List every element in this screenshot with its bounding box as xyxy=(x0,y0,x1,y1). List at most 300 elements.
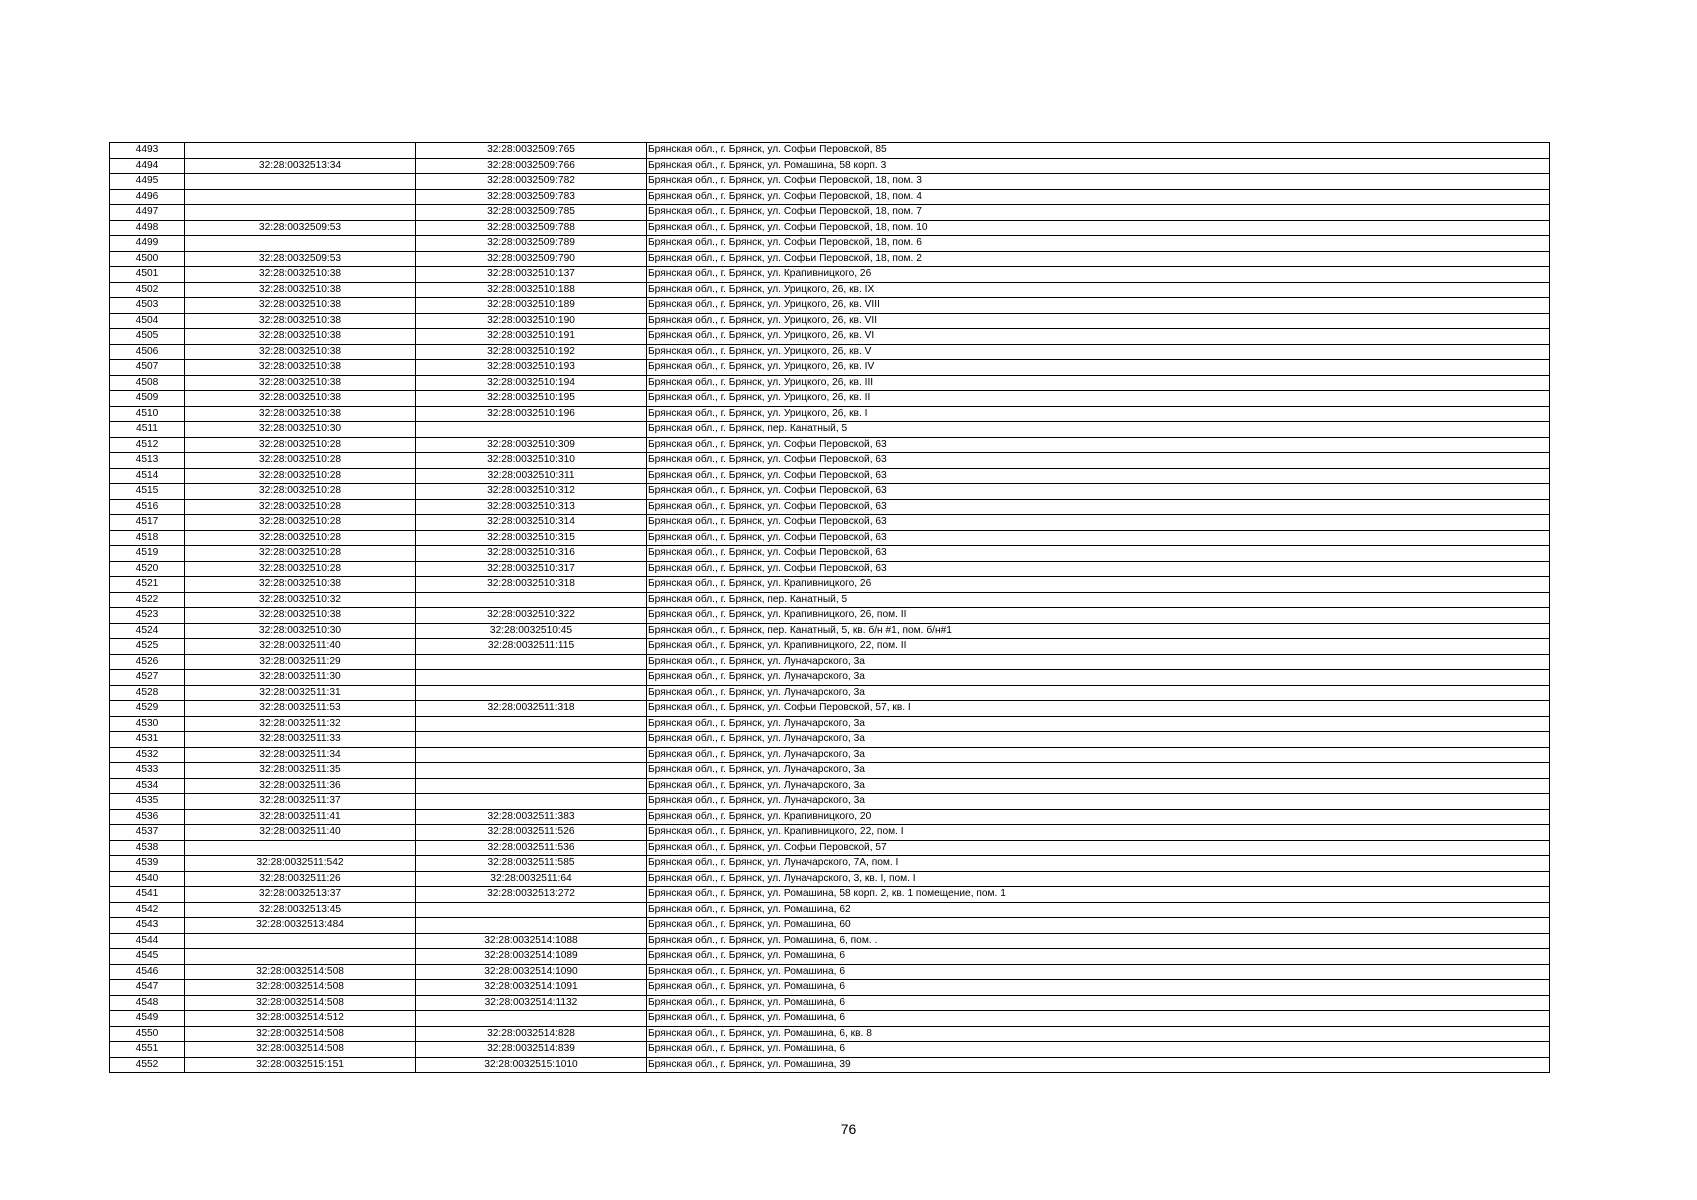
object-cadastral-number-cell: 32:28:0032510:322 xyxy=(416,608,647,624)
table-row xyxy=(110,778,1550,794)
address-cell: Брянская обл., г. Брянск, ул. Луначарского, 3, кв. I, пом. I xyxy=(647,871,1550,887)
address-cell: Брянская обл., г. Брянск, ул. Софьи Перовской, 18, пом. 10 xyxy=(647,220,1550,236)
land-cadastral-number-cell: 32:28:0032514:508 xyxy=(185,1042,416,1058)
address-cell: Брянская обл., г. Брянск, ул. Урицкого, 26, кв. VI xyxy=(647,329,1550,345)
row-number-cell: 4500 xyxy=(110,251,185,267)
address-cell: Брянская обл., г. Брянск, ул. Луначарского, 3а xyxy=(647,732,1550,748)
table-row xyxy=(110,809,1550,825)
table-row xyxy=(110,856,1550,872)
object-cadastral-number-cell xyxy=(416,422,647,438)
address-cell: Брянская обл., г. Брянск, ул. Урицкого, 26, кв. IV xyxy=(647,360,1550,376)
land-cadastral-number-cell: 32:28:0032510:30 xyxy=(185,422,416,438)
address-cell: Брянская обл., г. Брянск, ул. Софьи Перовской, 63 xyxy=(647,530,1550,546)
object-cadastral-number-cell: 32:28:0032510:195 xyxy=(416,391,647,407)
land-cadastral-number-cell: 32:28:0032511:35 xyxy=(185,763,416,779)
address-cell: Брянская обл., г. Брянск, ул. Луначарского, 3а xyxy=(647,716,1550,732)
address-cell: Брянская обл., г. Брянск, ул. Ромашина, 6 xyxy=(647,1042,1550,1058)
object-cadastral-number-cell: 32:28:0032514:828 xyxy=(416,1026,647,1042)
row-number-cell: 4503 xyxy=(110,298,185,314)
address-cell: Брянская обл., г. Брянск, ул. Луначарского, 3а xyxy=(647,794,1550,810)
row-number-cell: 4522 xyxy=(110,592,185,608)
land-cadastral-number-cell xyxy=(185,143,416,159)
land-cadastral-number-cell xyxy=(185,205,416,221)
address-cell: Брянская обл., г. Брянск, ул. Крапивницкого, 26 xyxy=(647,267,1550,283)
table-row xyxy=(110,623,1550,639)
land-cadastral-number-cell: 32:28:0032510:38 xyxy=(185,313,416,329)
registry-table-body xyxy=(110,143,1550,1073)
row-number-cell: 4518 xyxy=(110,530,185,546)
row-number-cell: 4521 xyxy=(110,577,185,593)
table-row xyxy=(110,608,1550,624)
land-cadastral-number-cell: 32:28:0032510:38 xyxy=(185,329,416,345)
land-cadastral-number-cell: 32:28:0032513:484 xyxy=(185,918,416,934)
table-row xyxy=(110,763,1550,779)
table-row xyxy=(110,360,1550,376)
address-cell: Брянская обл., г. Брянск, ул. Крапивницкого, 22, пом. II xyxy=(647,639,1550,655)
page-number: 76 xyxy=(840,1121,857,1137)
object-cadastral-number-cell: 32:28:0032510:312 xyxy=(416,484,647,500)
object-cadastral-number-cell: 32:28:0032510:316 xyxy=(416,546,647,562)
row-number-cell: 4509 xyxy=(110,391,185,407)
address-cell: Брянская обл., г. Брянск, ул. Урицкого, 26, кв. V xyxy=(647,344,1550,360)
object-cadastral-number-cell: 32:28:0032511:526 xyxy=(416,825,647,841)
address-cell: Брянская обл., г. Брянск, пер. Канатный, 5 xyxy=(647,592,1550,608)
object-cadastral-number-cell xyxy=(416,778,647,794)
table-row xyxy=(110,267,1550,283)
land-cadastral-number-cell: 32:28:0032515:151 xyxy=(185,1057,416,1073)
row-number-cell: 4543 xyxy=(110,918,185,934)
table-row xyxy=(110,1057,1550,1073)
object-cadastral-number-cell: 32:28:0032510:192 xyxy=(416,344,647,360)
row-number-cell: 4532 xyxy=(110,747,185,763)
object-cadastral-number-cell: 32:28:0032510:318 xyxy=(416,577,647,593)
object-cadastral-number-cell xyxy=(416,794,647,810)
land-cadastral-number-cell: 32:28:0032511:37 xyxy=(185,794,416,810)
address-cell: Брянская обл., г. Брянск, ул. Крапивницкого, 22, пом. I xyxy=(647,825,1550,841)
table-row xyxy=(110,236,1550,252)
row-number-cell: 4493 xyxy=(110,143,185,159)
object-cadastral-number-cell: 32:28:0032510:45 xyxy=(416,623,647,639)
object-cadastral-number-cell: 32:28:0032515:1010 xyxy=(416,1057,647,1073)
address-cell: Брянская обл., г. Брянск, ул. Ромашина, 6 xyxy=(647,980,1550,996)
address-cell: Брянская обл., г. Брянск, ул. Урицкого, 26, кв. III xyxy=(647,375,1550,391)
address-cell: Брянская обл., г. Брянск, ул. Софьи Перовской, 85 xyxy=(647,143,1550,159)
object-cadastral-number-cell: 32:28:0032510:137 xyxy=(416,267,647,283)
object-cadastral-number-cell: 32:28:0032510:188 xyxy=(416,282,647,298)
row-number-cell: 4524 xyxy=(110,623,185,639)
object-cadastral-number-cell xyxy=(416,716,647,732)
object-cadastral-number-cell: 32:28:0032510:315 xyxy=(416,530,647,546)
land-cadastral-number-cell xyxy=(185,189,416,205)
table-row xyxy=(110,980,1550,996)
table-row xyxy=(110,546,1550,562)
address-cell: Брянская обл., г. Брянск, ул. Луначарского, 3а xyxy=(647,747,1550,763)
table-row xyxy=(110,484,1550,500)
address-cell: Брянская обл., г. Брянск, ул. Луначарского, 3а xyxy=(647,763,1550,779)
table-row xyxy=(110,577,1550,593)
row-number-cell: 4540 xyxy=(110,871,185,887)
table-row xyxy=(110,468,1550,484)
address-cell: Брянская обл., г. Брянск, ул. Ромашина, 6 xyxy=(647,995,1550,1011)
object-cadastral-number-cell: 32:28:0032510:313 xyxy=(416,499,647,515)
land-cadastral-number-cell xyxy=(185,236,416,252)
table-row xyxy=(110,515,1550,531)
address-cell: Брянская обл., г. Брянск, ул. Софьи Перовской, 18, пом. 7 xyxy=(647,205,1550,221)
table-row xyxy=(110,422,1550,438)
address-cell: Брянская обл., г. Брянск, ул. Софьи Перовской, 18, пом. 6 xyxy=(647,236,1550,252)
object-cadastral-number-cell: 32:28:0032509:765 xyxy=(416,143,647,159)
address-cell: Брянская обл., г. Брянск, ул. Софьи Перовской, 63 xyxy=(647,484,1550,500)
table-row xyxy=(110,949,1550,965)
object-cadastral-number-cell xyxy=(416,592,647,608)
table-row xyxy=(110,313,1550,329)
address-cell: Брянская обл., г. Брянск, ул. Луначарского, 3а xyxy=(647,670,1550,686)
object-cadastral-number-cell: 32:28:0032514:1091 xyxy=(416,980,647,996)
row-number-cell: 4542 xyxy=(110,902,185,918)
address-cell: Брянская обл., г. Брянск, ул. Ромашина, 58 корп. 3 xyxy=(647,158,1550,174)
row-number-cell: 4533 xyxy=(110,763,185,779)
object-cadastral-number-cell: 32:28:0032510:193 xyxy=(416,360,647,376)
table-row xyxy=(110,205,1550,221)
table-row xyxy=(110,220,1550,236)
row-number-cell: 4534 xyxy=(110,778,185,794)
address-cell: Брянская обл., г. Брянск, ул. Софьи Перовской, 57, кв. I xyxy=(647,701,1550,717)
row-number-cell: 4544 xyxy=(110,933,185,949)
table-row xyxy=(110,592,1550,608)
land-cadastral-number-cell: 32:28:0032514:508 xyxy=(185,980,416,996)
row-number-cell: 4510 xyxy=(110,406,185,422)
land-cadastral-number-cell: 32:28:0032514:508 xyxy=(185,995,416,1011)
table-row xyxy=(110,329,1550,345)
land-cadastral-number-cell: 32:28:0032510:28 xyxy=(185,530,416,546)
address-cell: Брянская обл., г. Брянск, ул. Урицкого, 26, кв. IX xyxy=(647,282,1550,298)
land-cadastral-number-cell: 32:28:0032511:26 xyxy=(185,871,416,887)
object-cadastral-number-cell: 32:28:0032511:64 xyxy=(416,871,647,887)
table-row xyxy=(110,143,1550,159)
row-number-cell: 4508 xyxy=(110,375,185,391)
row-number-cell: 4550 xyxy=(110,1026,185,1042)
land-cadastral-number-cell: 32:28:0032514:508 xyxy=(185,1026,416,1042)
land-cadastral-number-cell: 32:28:0032510:38 xyxy=(185,577,416,593)
table-row xyxy=(110,1026,1550,1042)
row-number-cell: 4511 xyxy=(110,422,185,438)
table-row xyxy=(110,375,1550,391)
address-cell: Брянская обл., г. Брянск, ул. Ромашина, 6, кв. 8 xyxy=(647,1026,1550,1042)
table-row xyxy=(110,282,1550,298)
object-cadastral-number-cell: 32:28:0032511:318 xyxy=(416,701,647,717)
row-number-cell: 4502 xyxy=(110,282,185,298)
object-cadastral-number-cell: 32:28:0032510:317 xyxy=(416,561,647,577)
row-number-cell: 4551 xyxy=(110,1042,185,1058)
object-cadastral-number-cell: 32:28:0032510:314 xyxy=(416,515,647,531)
row-number-cell: 4517 xyxy=(110,515,185,531)
table-row xyxy=(110,251,1550,267)
address-cell: Брянская обл., г. Брянск, ул. Софьи Перовской, 63 xyxy=(647,515,1550,531)
land-cadastral-number-cell: 32:28:0032510:38 xyxy=(185,608,416,624)
address-cell: Брянская обл., г. Брянск, ул. Луначарского, 7А, пом. I xyxy=(647,856,1550,872)
address-cell: Брянская обл., г. Брянск, ул. Ромашина, 58 корп. 2, кв. 1 помещение, пом. 1 xyxy=(647,887,1550,903)
land-cadastral-number-cell: 32:28:0032511:542 xyxy=(185,856,416,872)
row-number-cell: 4541 xyxy=(110,887,185,903)
table-row xyxy=(110,918,1550,934)
land-cadastral-number-cell: 32:28:0032511:33 xyxy=(185,732,416,748)
row-number-cell: 4513 xyxy=(110,453,185,469)
address-cell: Брянская обл., г. Брянск, ул. Крапивницкого, 26, пом. II xyxy=(647,608,1550,624)
land-cadastral-number-cell: 32:28:0032510:28 xyxy=(185,499,416,515)
land-cadastral-number-cell: 32:28:0032510:38 xyxy=(185,375,416,391)
land-cadastral-number-cell: 32:28:0032511:32 xyxy=(185,716,416,732)
land-cadastral-number-cell xyxy=(185,174,416,190)
row-number-cell: 4535 xyxy=(110,794,185,810)
address-cell: Брянская обл., г. Брянск, ул. Софьи Перовской, 63 xyxy=(647,468,1550,484)
land-cadastral-number-cell: 32:28:0032511:53 xyxy=(185,701,416,717)
row-number-cell: 4528 xyxy=(110,685,185,701)
row-number-cell: 4516 xyxy=(110,499,185,515)
address-cell: Брянская обл., г. Брянск, ул. Софьи Перовской, 63 xyxy=(647,499,1550,515)
object-cadastral-number-cell: 32:28:0032514:1132 xyxy=(416,995,647,1011)
land-cadastral-number-cell: 32:28:0032509:53 xyxy=(185,220,416,236)
object-cadastral-number-cell: 32:28:0032511:383 xyxy=(416,809,647,825)
row-number-cell: 4501 xyxy=(110,267,185,283)
row-number-cell: 4536 xyxy=(110,809,185,825)
table-row xyxy=(110,298,1550,314)
land-cadastral-number-cell: 32:28:0032511:40 xyxy=(185,639,416,655)
address-cell: Брянская обл., г. Брянск, пер. Канатный, 5 xyxy=(647,422,1550,438)
row-number-cell: 4531 xyxy=(110,732,185,748)
table-row xyxy=(110,964,1550,980)
row-number-cell: 4523 xyxy=(110,608,185,624)
table-row xyxy=(110,871,1550,887)
address-cell: Брянская обл., г. Брянск, ул. Софьи Перовской, 63 xyxy=(647,437,1550,453)
table-row xyxy=(110,995,1550,1011)
row-number-cell: 4498 xyxy=(110,220,185,236)
table-row xyxy=(110,189,1550,205)
row-number-cell: 4546 xyxy=(110,964,185,980)
table-row xyxy=(110,902,1550,918)
address-cell: Брянская обл., г. Брянск, ул. Ромашина, 60 xyxy=(647,918,1550,934)
object-cadastral-number-cell xyxy=(416,918,647,934)
object-cadastral-number-cell xyxy=(416,670,647,686)
land-cadastral-number-cell xyxy=(185,933,416,949)
object-cadastral-number-cell: 32:28:0032510:311 xyxy=(416,468,647,484)
land-cadastral-number-cell: 32:28:0032510:38 xyxy=(185,298,416,314)
object-cadastral-number-cell: 32:28:0032510:310 xyxy=(416,453,647,469)
land-cadastral-number-cell: 32:28:0032510:38 xyxy=(185,391,416,407)
object-cadastral-number-cell: 32:28:0032510:190 xyxy=(416,313,647,329)
land-cadastral-number-cell: 32:28:0032510:38 xyxy=(185,282,416,298)
land-cadastral-number-cell xyxy=(185,840,416,856)
row-number-cell: 4519 xyxy=(110,546,185,562)
table-row xyxy=(110,158,1550,174)
object-cadastral-number-cell: 32:28:0032513:272 xyxy=(416,887,647,903)
object-cadastral-number-cell xyxy=(416,685,647,701)
address-cell: Брянская обл., г. Брянск, ул. Софьи Перовской, 63 xyxy=(647,546,1550,562)
row-number-cell: 4515 xyxy=(110,484,185,500)
row-number-cell: 4497 xyxy=(110,205,185,221)
table-row xyxy=(110,174,1550,190)
row-number-cell: 4495 xyxy=(110,174,185,190)
land-cadastral-number-cell: 32:28:0032510:28 xyxy=(185,515,416,531)
object-cadastral-number-cell xyxy=(416,654,647,670)
row-number-cell: 4494 xyxy=(110,158,185,174)
address-cell: Брянская обл., г. Брянск, ул. Ромашина, 39 xyxy=(647,1057,1550,1073)
address-cell: Брянская обл., г. Брянск, ул. Урицкого, 26, кв. II xyxy=(647,391,1550,407)
row-number-cell: 4525 xyxy=(110,639,185,655)
address-cell: Брянская обл., г. Брянск, ул. Ромашина, 6 xyxy=(647,964,1550,980)
land-cadastral-number-cell: 32:28:0032510:28 xyxy=(185,546,416,562)
row-number-cell: 4530 xyxy=(110,716,185,732)
table-row xyxy=(110,701,1550,717)
address-cell: Брянская обл., г. Брянск, пер. Канатный, 5, кв. б/н #1, пом. б/н#1 xyxy=(647,623,1550,639)
object-cadastral-number-cell: 32:28:0032514:839 xyxy=(416,1042,647,1058)
table-row xyxy=(110,561,1550,577)
registry-table xyxy=(109,142,1550,1073)
row-number-cell: 4548 xyxy=(110,995,185,1011)
land-cadastral-number-cell: 32:28:0032510:28 xyxy=(185,453,416,469)
table-row xyxy=(110,747,1550,763)
land-cadastral-number-cell: 32:28:0032510:38 xyxy=(185,360,416,376)
address-cell: Брянская обл., г. Брянск, ул. Луначарского, 3а xyxy=(647,654,1550,670)
row-number-cell: 4506 xyxy=(110,344,185,360)
land-cadastral-number-cell: 32:28:0032511:36 xyxy=(185,778,416,794)
object-cadastral-number-cell: 32:28:0032511:585 xyxy=(416,856,647,872)
land-cadastral-number-cell: 32:28:0032514:508 xyxy=(185,964,416,980)
land-cadastral-number-cell: 32:28:0032510:28 xyxy=(185,437,416,453)
object-cadastral-number-cell xyxy=(416,732,647,748)
object-cadastral-number-cell: 32:28:0032511:536 xyxy=(416,840,647,856)
table-row xyxy=(110,1011,1550,1027)
object-cadastral-number-cell: 32:28:0032510:194 xyxy=(416,375,647,391)
row-number-cell: 4526 xyxy=(110,654,185,670)
address-cell: Брянская обл., г. Брянск, ул. Ромашина, 62 xyxy=(647,902,1550,918)
table-row xyxy=(110,825,1550,841)
table-row xyxy=(110,639,1550,655)
table-row xyxy=(110,670,1550,686)
object-cadastral-number-cell xyxy=(416,747,647,763)
land-cadastral-number-cell: 32:28:0032511:30 xyxy=(185,670,416,686)
land-cadastral-number-cell: 32:28:0032510:38 xyxy=(185,406,416,422)
row-number-cell: 4507 xyxy=(110,360,185,376)
address-cell: Брянская обл., г. Брянск, ул. Ромашина, 6 xyxy=(647,949,1550,965)
land-cadastral-number-cell: 32:28:0032511:34 xyxy=(185,747,416,763)
land-cadastral-number-cell: 32:28:0032511:29 xyxy=(185,654,416,670)
object-cadastral-number-cell: 32:28:0032514:1088 xyxy=(416,933,647,949)
address-cell: Брянская обл., г. Брянск, ул. Урицкого, 26, кв. I xyxy=(647,406,1550,422)
land-cadastral-number-cell: 32:28:0032513:45 xyxy=(185,902,416,918)
land-cadastral-number-cell: 32:28:0032510:28 xyxy=(185,484,416,500)
address-cell: Брянская обл., г. Брянск, ул. Софьи Перовской, 57 xyxy=(647,840,1550,856)
land-cadastral-number-cell: 32:28:0032514:512 xyxy=(185,1011,416,1027)
row-number-cell: 4539 xyxy=(110,856,185,872)
table-row xyxy=(110,1042,1550,1058)
table-row xyxy=(110,716,1550,732)
row-number-cell: 4545 xyxy=(110,949,185,965)
row-number-cell: 4547 xyxy=(110,980,185,996)
row-number-cell: 4496 xyxy=(110,189,185,205)
land-cadastral-number-cell: 32:28:0032511:41 xyxy=(185,809,416,825)
row-number-cell: 4514 xyxy=(110,468,185,484)
table-row xyxy=(110,933,1550,949)
object-cadastral-number-cell xyxy=(416,902,647,918)
address-cell: Брянская обл., г. Брянск, ул. Софьи Перовской, 63 xyxy=(647,453,1550,469)
object-cadastral-number-cell: 32:28:0032510:196 xyxy=(416,406,647,422)
land-cadastral-number-cell: 32:28:0032511:31 xyxy=(185,685,416,701)
row-number-cell: 4549 xyxy=(110,1011,185,1027)
land-cadastral-number-cell: 32:28:0032510:38 xyxy=(185,267,416,283)
land-cadastral-number-cell: 32:28:0032510:28 xyxy=(185,561,416,577)
table-row xyxy=(110,437,1550,453)
address-cell: Брянская обл., г. Брянск, ул. Урицкого, 26, кв. VIII xyxy=(647,298,1550,314)
land-cadastral-number-cell: 32:28:0032510:30 xyxy=(185,623,416,639)
object-cadastral-number-cell xyxy=(416,763,647,779)
table-row xyxy=(110,406,1550,422)
row-number-cell: 4552 xyxy=(110,1057,185,1073)
land-cadastral-number-cell: 32:28:0032510:32 xyxy=(185,592,416,608)
object-cadastral-number-cell: 32:28:0032511:115 xyxy=(416,639,647,655)
table-row xyxy=(110,654,1550,670)
object-cadastral-number-cell: 32:28:0032509:783 xyxy=(416,189,647,205)
object-cadastral-number-cell: 32:28:0032514:1090 xyxy=(416,964,647,980)
row-number-cell: 4538 xyxy=(110,840,185,856)
object-cadastral-number-cell: 32:28:0032510:189 xyxy=(416,298,647,314)
address-cell: Брянская обл., г. Брянск, ул. Луначарского, 3а xyxy=(647,778,1550,794)
object-cadastral-number-cell: 32:28:0032514:1089 xyxy=(416,949,647,965)
address-cell: Брянская обл., г. Брянск, ул. Софьи Перовской, 63 xyxy=(647,561,1550,577)
address-cell: Брянская обл., г. Брянск, ул. Софьи Перовской, 18, пом. 2 xyxy=(647,251,1550,267)
table-row xyxy=(110,794,1550,810)
table-row xyxy=(110,887,1550,903)
table-row xyxy=(110,453,1550,469)
table-row xyxy=(110,732,1550,748)
address-cell: Брянская обл., г. Брянск, ул. Софьи Перовской, 18, пом. 4 xyxy=(647,189,1550,205)
row-number-cell: 4520 xyxy=(110,561,185,577)
table-row xyxy=(110,685,1550,701)
table-row xyxy=(110,530,1550,546)
address-cell: Брянская обл., г. Брянск, ул. Ромашина, 6, пом. . xyxy=(647,933,1550,949)
land-cadastral-number-cell: 32:28:0032513:37 xyxy=(185,887,416,903)
land-cadastral-number-cell: 32:28:0032510:38 xyxy=(185,344,416,360)
row-number-cell: 4505 xyxy=(110,329,185,345)
address-cell: Брянская обл., г. Брянск, ул. Ромашина, 6 xyxy=(647,1011,1550,1027)
object-cadastral-number-cell: 32:28:0032510:309 xyxy=(416,437,647,453)
object-cadastral-number-cell: 32:28:0032509:789 xyxy=(416,236,647,252)
table-row xyxy=(110,344,1550,360)
table-row xyxy=(110,499,1550,515)
object-cadastral-number-cell: 32:28:0032509:790 xyxy=(416,251,647,267)
table-row xyxy=(110,840,1550,856)
row-number-cell: 4527 xyxy=(110,670,185,686)
address-cell: Брянская обл., г. Брянск, ул. Крапивницкого, 20 xyxy=(647,809,1550,825)
land-cadastral-number-cell: 32:28:0032513:34 xyxy=(185,158,416,174)
table-row xyxy=(110,391,1550,407)
land-cadastral-number-cell: 32:28:0032510:28 xyxy=(185,468,416,484)
address-cell: Брянская обл., г. Брянск, ул. Софьи Перовской, 18, пом. 3 xyxy=(647,174,1550,190)
object-cadastral-number-cell: 32:28:0032509:766 xyxy=(416,158,647,174)
object-cadastral-number-cell: 32:28:0032510:191 xyxy=(416,329,647,345)
row-number-cell: 4537 xyxy=(110,825,185,841)
object-cadastral-number-cell: 32:28:0032509:788 xyxy=(416,220,647,236)
row-number-cell: 4504 xyxy=(110,313,185,329)
address-cell: Брянская обл., г. Брянск, ул. Крапивницкого, 26 xyxy=(647,577,1550,593)
land-cadastral-number-cell: 32:28:0032511:40 xyxy=(185,825,416,841)
land-cadastral-number-cell xyxy=(185,949,416,965)
row-number-cell: 4512 xyxy=(110,437,185,453)
row-number-cell: 4499 xyxy=(110,236,185,252)
object-cadastral-number-cell: 32:28:0032509:785 xyxy=(416,205,647,221)
address-cell: Брянская обл., г. Брянск, ул. Луначарского, 3а xyxy=(647,685,1550,701)
row-number-cell: 4529 xyxy=(110,701,185,717)
land-cadastral-number-cell: 32:28:0032509:53 xyxy=(185,251,416,267)
